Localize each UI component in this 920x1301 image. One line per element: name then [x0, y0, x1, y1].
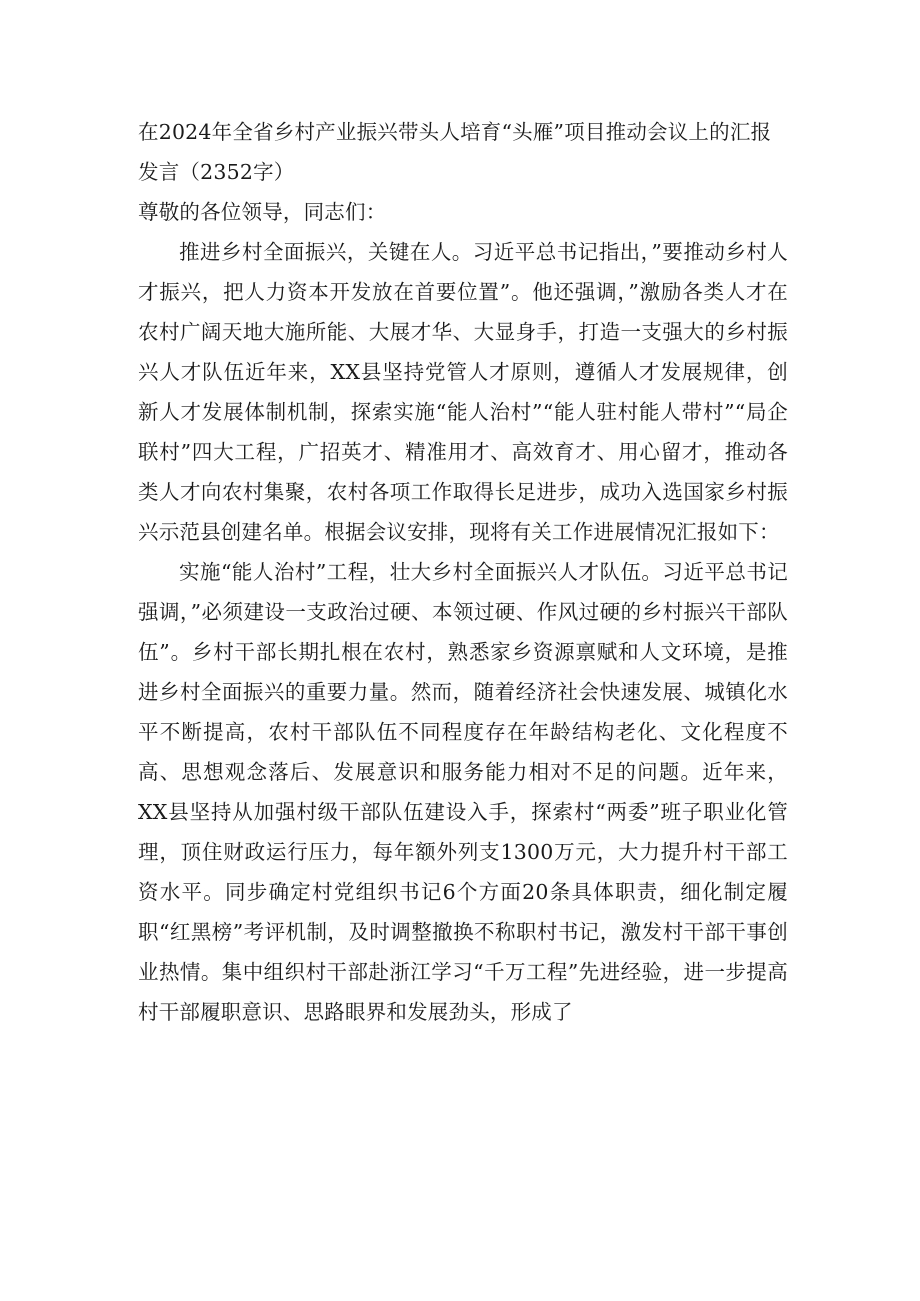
paragraph-talent-governance: 实施“能人治村”工程，壮大乡村全面振兴人才队伍。习近平总书记强调，”必须建设一支政治过硬、本领过硬、作风过硬的乡村振兴干部队伍”。乡村干部长期扎根在农村，熟悉家乡资源禀赋和人文环境，是推进乡村全面振兴的重要力量。然而，随着经济社会快速发展、城镇化水平不断提高，农村干部队伍不同程度存在年龄结构老化、文化程度不高、思想观念落后、发展意识和服务能力相对不足的问题。近年来，XX县坚持从加强村级干部队伍建设入手，探索村“两委”班子职业化管理，顶住财政运行压力，每年额外列支1300万元，大力提升村干部工资水平。同步确定村党组织书记6个方面20条具体职责，细化制定履职“红黑榜”考评机制，及时调整撤换不称职村书记，激发村干部干事创业热情。集中组织村干部赴浙江学习“千万工程”先进经验，进一步提高村干部履职意识、思路眼界和发展劲头，形成了 [138, 560, 788, 1024]
document-title: 在2024年全省乡村产业振兴带头人培育“头雁”项目推动会议上的汇报发言（2352字） [138, 120, 772, 184]
document-body [138, 112, 788, 1032]
paragraph-intro: 推进乡村全面振兴，关键在人。习近平总书记指出，”要推动乡村人才振兴，把人力资本开发放在首要位置”。他还强调，”激励各类人才在农村广阔天地大施所能、大展才华、大显身手，打造一支强大的乡村振兴人才队伍近年来，XX县坚持党管人才原则，遵循人才发展规律，创新人才发展体制机制，探索实施“能人治村”“能人驻村能人带村”“局企联村”四大工程，广招英才、精准用才、高效育才、用心留才，推动各类人才向农村集聚，农村各项工作取得长足进步，成功入选国家乡村振兴示范县创建名单。根据会议安排，现将有关工作进展情况汇报如下： [138, 240, 788, 544]
greeting: 尊敬的各位领导，同志们： [138, 200, 387, 224]
